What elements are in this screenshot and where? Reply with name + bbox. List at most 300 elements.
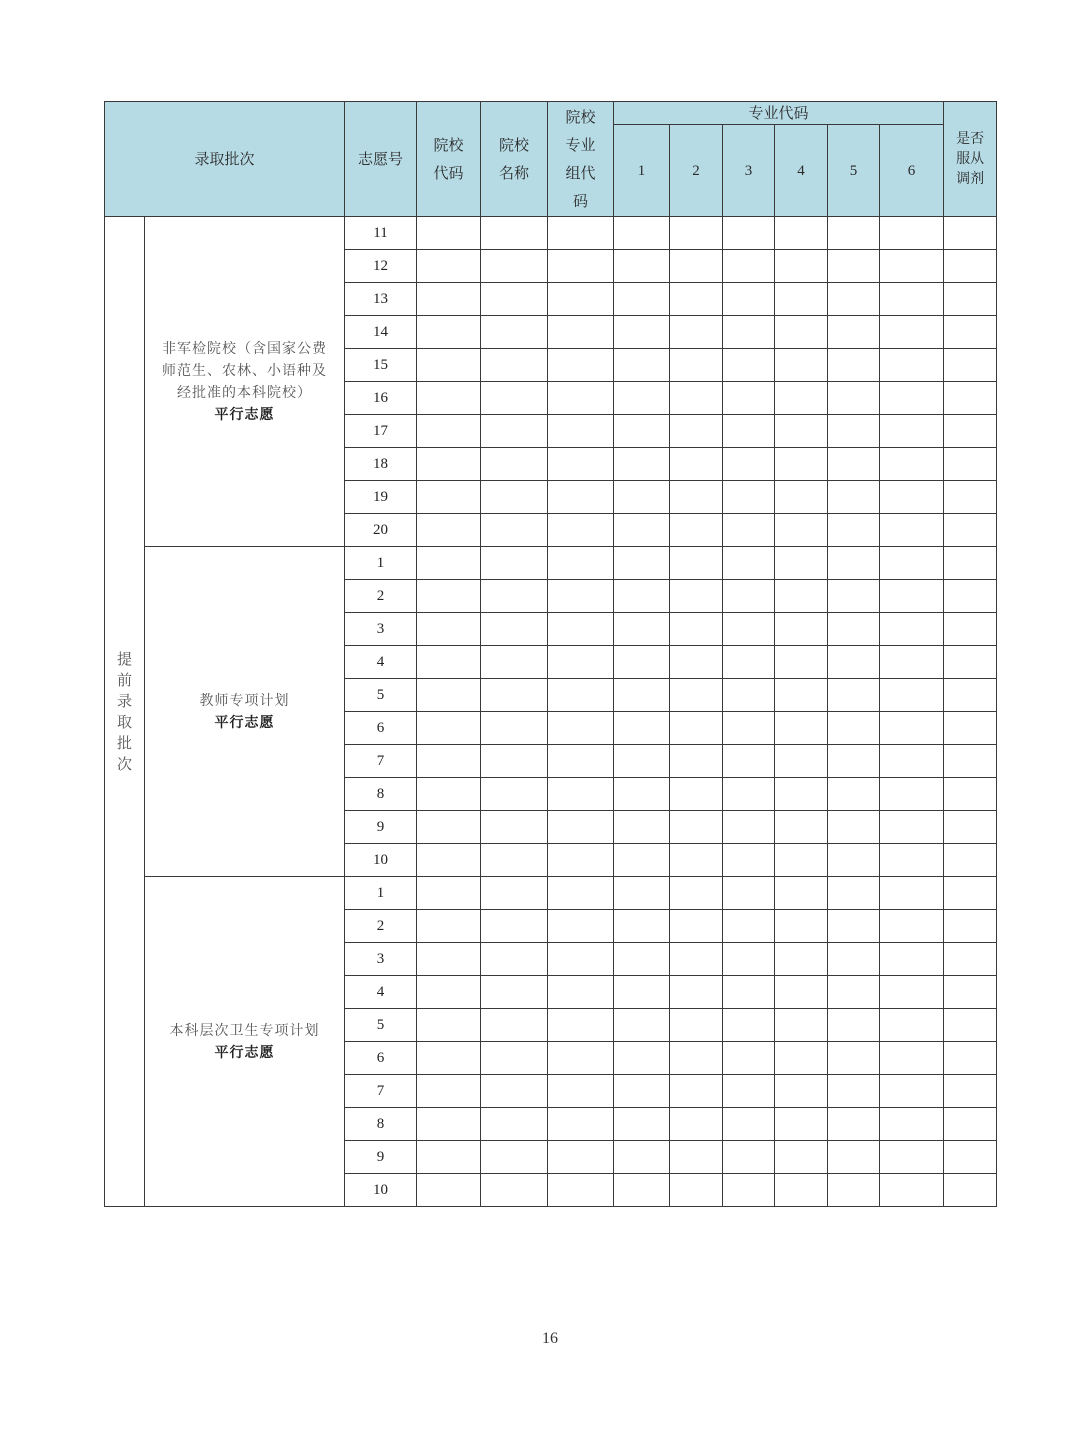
major-6-cell[interactable] (880, 778, 944, 811)
group-code-cell[interactable] (548, 910, 614, 943)
major-1-cell[interactable] (614, 250, 670, 283)
major-3-cell[interactable] (723, 580, 775, 613)
school-name-cell[interactable] (481, 448, 548, 481)
major-5-cell[interactable] (828, 217, 880, 250)
school-code-cell[interactable] (417, 1141, 481, 1174)
major-6-cell[interactable] (880, 811, 944, 844)
group-code-cell[interactable] (548, 1108, 614, 1141)
major-6-cell[interactable] (880, 1141, 944, 1174)
major-1-cell[interactable] (614, 1174, 670, 1207)
group-code-cell[interactable] (548, 1075, 614, 1108)
major-2-cell[interactable] (670, 349, 723, 382)
adjustment-cell[interactable] (944, 679, 997, 712)
major-1-cell[interactable] (614, 547, 670, 580)
adjustment-cell[interactable] (944, 448, 997, 481)
major-4-cell[interactable] (775, 217, 828, 250)
major-3-cell[interactable] (723, 844, 775, 877)
school-name-cell[interactable] (481, 514, 548, 547)
adjustment-cell[interactable] (944, 646, 997, 679)
major-6-cell[interactable] (880, 877, 944, 910)
adjustment-cell[interactable] (944, 415, 997, 448)
school-code-cell[interactable] (417, 745, 481, 778)
major-1-cell[interactable] (614, 877, 670, 910)
major-3-cell[interactable] (723, 514, 775, 547)
major-6-cell[interactable] (880, 679, 944, 712)
school-code-cell[interactable] (417, 910, 481, 943)
major-4-cell[interactable] (775, 778, 828, 811)
school-code-cell[interactable] (417, 283, 481, 316)
school-name-cell[interactable] (481, 811, 548, 844)
major-2-cell[interactable] (670, 1108, 723, 1141)
major-4-cell[interactable] (775, 1009, 828, 1042)
school-name-cell[interactable] (481, 382, 548, 415)
school-name-cell[interactable] (481, 679, 548, 712)
major-4-cell[interactable] (775, 844, 828, 877)
group-code-cell[interactable] (548, 811, 614, 844)
adjustment-cell[interactable] (944, 745, 997, 778)
major-1-cell[interactable] (614, 481, 670, 514)
major-1-cell[interactable] (614, 1042, 670, 1075)
school-name-cell[interactable] (481, 613, 548, 646)
major-5-cell[interactable] (828, 778, 880, 811)
school-name-cell[interactable] (481, 415, 548, 448)
school-code-cell[interactable] (417, 1042, 481, 1075)
group-code-cell[interactable] (548, 1042, 614, 1075)
school-code-cell[interactable] (417, 580, 481, 613)
major-6-cell[interactable] (880, 448, 944, 481)
adjustment-cell[interactable] (944, 580, 997, 613)
adjustment-cell[interactable] (944, 217, 997, 250)
major-3-cell[interactable] (723, 1009, 775, 1042)
school-code-cell[interactable] (417, 316, 481, 349)
school-code-cell[interactable] (417, 877, 481, 910)
major-3-cell[interactable] (723, 283, 775, 316)
major-2-cell[interactable] (670, 745, 723, 778)
major-2-cell[interactable] (670, 250, 723, 283)
major-5-cell[interactable] (828, 580, 880, 613)
group-code-cell[interactable] (548, 976, 614, 1009)
major-2-cell[interactable] (670, 382, 723, 415)
major-2-cell[interactable] (670, 580, 723, 613)
school-code-cell[interactable] (417, 712, 481, 745)
major-2-cell[interactable] (670, 844, 723, 877)
major-6-cell[interactable] (880, 382, 944, 415)
major-6-cell[interactable] (880, 250, 944, 283)
major-6-cell[interactable] (880, 349, 944, 382)
school-name-cell[interactable] (481, 976, 548, 1009)
major-4-cell[interactable] (775, 976, 828, 1009)
major-2-cell[interactable] (670, 547, 723, 580)
group-code-cell[interactable] (548, 250, 614, 283)
major-3-cell[interactable] (723, 1042, 775, 1075)
major-5-cell[interactable] (828, 745, 880, 778)
major-3-cell[interactable] (723, 316, 775, 349)
major-6-cell[interactable] (880, 217, 944, 250)
major-5-cell[interactable] (828, 316, 880, 349)
major-2-cell[interactable] (670, 712, 723, 745)
major-2-cell[interactable] (670, 1174, 723, 1207)
adjustment-cell[interactable] (944, 877, 997, 910)
group-code-cell[interactable] (548, 316, 614, 349)
major-1-cell[interactable] (614, 976, 670, 1009)
major-5-cell[interactable] (828, 1141, 880, 1174)
major-5-cell[interactable] (828, 844, 880, 877)
adjustment-cell[interactable] (944, 844, 997, 877)
major-4-cell[interactable] (775, 646, 828, 679)
major-3-cell[interactable] (723, 679, 775, 712)
adjustment-cell[interactable] (944, 349, 997, 382)
school-name-cell[interactable] (481, 349, 548, 382)
major-5-cell[interactable] (828, 943, 880, 976)
group-code-cell[interactable] (548, 481, 614, 514)
school-code-cell[interactable] (417, 646, 481, 679)
major-3-cell[interactable] (723, 778, 775, 811)
major-1-cell[interactable] (614, 943, 670, 976)
major-2-cell[interactable] (670, 1009, 723, 1042)
major-6-cell[interactable] (880, 1075, 944, 1108)
school-code-cell[interactable] (417, 514, 481, 547)
major-5-cell[interactable] (828, 448, 880, 481)
school-name-cell[interactable] (481, 844, 548, 877)
major-2-cell[interactable] (670, 646, 723, 679)
major-6-cell[interactable] (880, 613, 944, 646)
group-code-cell[interactable] (548, 1009, 614, 1042)
major-6-cell[interactable] (880, 415, 944, 448)
major-3-cell[interactable] (723, 745, 775, 778)
major-1-cell[interactable] (614, 514, 670, 547)
major-4-cell[interactable] (775, 745, 828, 778)
major-6-cell[interactable] (880, 1174, 944, 1207)
major-1-cell[interactable] (614, 580, 670, 613)
school-name-cell[interactable] (481, 1174, 548, 1207)
major-5-cell[interactable] (828, 250, 880, 283)
major-6-cell[interactable] (880, 481, 944, 514)
major-3-cell[interactable] (723, 382, 775, 415)
major-5-cell[interactable] (828, 481, 880, 514)
school-code-cell[interactable] (417, 811, 481, 844)
group-code-cell[interactable] (548, 448, 614, 481)
major-5-cell[interactable] (828, 1042, 880, 1075)
major-5-cell[interactable] (828, 1108, 880, 1141)
major-3-cell[interactable] (723, 1174, 775, 1207)
major-6-cell[interactable] (880, 580, 944, 613)
school-name-cell[interactable] (481, 745, 548, 778)
adjustment-cell[interactable] (944, 1009, 997, 1042)
major-4-cell[interactable] (775, 1042, 828, 1075)
major-2-cell[interactable] (670, 481, 723, 514)
school-name-cell[interactable] (481, 778, 548, 811)
major-4-cell[interactable] (775, 448, 828, 481)
major-2-cell[interactable] (670, 283, 723, 316)
major-1-cell[interactable] (614, 448, 670, 481)
major-5-cell[interactable] (828, 910, 880, 943)
major-5-cell[interactable] (828, 1075, 880, 1108)
group-code-cell[interactable] (548, 217, 614, 250)
adjustment-cell[interactable] (944, 1042, 997, 1075)
major-1-cell[interactable] (614, 745, 670, 778)
group-code-cell[interactable] (548, 382, 614, 415)
adjustment-cell[interactable] (944, 382, 997, 415)
adjustment-cell[interactable] (944, 712, 997, 745)
group-code-cell[interactable] (548, 943, 614, 976)
major-2-cell[interactable] (670, 778, 723, 811)
major-4-cell[interactable] (775, 613, 828, 646)
adjustment-cell[interactable] (944, 316, 997, 349)
adjustment-cell[interactable] (944, 250, 997, 283)
major-5-cell[interactable] (828, 382, 880, 415)
major-4-cell[interactable] (775, 679, 828, 712)
group-code-cell[interactable] (548, 283, 614, 316)
school-name-cell[interactable] (481, 1042, 548, 1075)
major-3-cell[interactable] (723, 349, 775, 382)
school-name-cell[interactable] (481, 580, 548, 613)
school-code-cell[interactable] (417, 481, 481, 514)
major-1-cell[interactable] (614, 1075, 670, 1108)
school-code-cell[interactable] (417, 778, 481, 811)
major-3-cell[interactable] (723, 811, 775, 844)
major-6-cell[interactable] (880, 910, 944, 943)
major-5-cell[interactable] (828, 712, 880, 745)
major-5-cell[interactable] (828, 811, 880, 844)
major-4-cell[interactable] (775, 547, 828, 580)
major-2-cell[interactable] (670, 1075, 723, 1108)
major-5-cell[interactable] (828, 877, 880, 910)
adjustment-cell[interactable] (944, 976, 997, 1009)
school-code-cell[interactable] (417, 976, 481, 1009)
major-6-cell[interactable] (880, 844, 944, 877)
major-1-cell[interactable] (614, 1108, 670, 1141)
major-6-cell[interactable] (880, 745, 944, 778)
major-2-cell[interactable] (670, 613, 723, 646)
major-2-cell[interactable] (670, 1141, 723, 1174)
major-5-cell[interactable] (828, 613, 880, 646)
major-3-cell[interactable] (723, 481, 775, 514)
major-1-cell[interactable] (614, 382, 670, 415)
major-5-cell[interactable] (828, 679, 880, 712)
major-3-cell[interactable] (723, 910, 775, 943)
school-name-cell[interactable] (481, 1009, 548, 1042)
major-3-cell[interactable] (723, 877, 775, 910)
major-6-cell[interactable] (880, 547, 944, 580)
major-4-cell[interactable] (775, 910, 828, 943)
adjustment-cell[interactable] (944, 1108, 997, 1141)
school-name-cell[interactable] (481, 283, 548, 316)
school-code-cell[interactable] (417, 943, 481, 976)
major-4-cell[interactable] (775, 712, 828, 745)
group-code-cell[interactable] (548, 712, 614, 745)
group-code-cell[interactable] (548, 844, 614, 877)
major-6-cell[interactable] (880, 976, 944, 1009)
group-code-cell[interactable] (548, 514, 614, 547)
major-5-cell[interactable] (828, 1009, 880, 1042)
school-name-cell[interactable] (481, 1108, 548, 1141)
major-4-cell[interactable] (775, 1174, 828, 1207)
major-6-cell[interactable] (880, 514, 944, 547)
major-4-cell[interactable] (775, 1108, 828, 1141)
school-name-cell[interactable] (481, 1075, 548, 1108)
major-4-cell[interactable] (775, 283, 828, 316)
major-5-cell[interactable] (828, 1174, 880, 1207)
school-name-cell[interactable] (481, 877, 548, 910)
group-code-cell[interactable] (548, 1174, 614, 1207)
major-4-cell[interactable] (775, 349, 828, 382)
school-code-cell[interactable] (417, 1174, 481, 1207)
major-5-cell[interactable] (828, 646, 880, 679)
major-4-cell[interactable] (775, 415, 828, 448)
adjustment-cell[interactable] (944, 943, 997, 976)
school-name-cell[interactable] (481, 646, 548, 679)
major-3-cell[interactable] (723, 1108, 775, 1141)
major-3-cell[interactable] (723, 943, 775, 976)
major-1-cell[interactable] (614, 1009, 670, 1042)
group-code-cell[interactable] (548, 877, 614, 910)
major-1-cell[interactable] (614, 349, 670, 382)
major-1-cell[interactable] (614, 844, 670, 877)
major-1-cell[interactable] (614, 1141, 670, 1174)
adjustment-cell[interactable] (944, 778, 997, 811)
school-name-cell[interactable] (481, 217, 548, 250)
major-4-cell[interactable] (775, 943, 828, 976)
group-code-cell[interactable] (548, 349, 614, 382)
major-3-cell[interactable] (723, 613, 775, 646)
school-code-cell[interactable] (417, 547, 481, 580)
major-2-cell[interactable] (670, 316, 723, 349)
major-2-cell[interactable] (670, 943, 723, 976)
major-3-cell[interactable] (723, 712, 775, 745)
adjustment-cell[interactable] (944, 613, 997, 646)
major-3-cell[interactable] (723, 976, 775, 1009)
major-5-cell[interactable] (828, 514, 880, 547)
major-1-cell[interactable] (614, 646, 670, 679)
major-2-cell[interactable] (670, 976, 723, 1009)
major-5-cell[interactable] (828, 415, 880, 448)
major-4-cell[interactable] (775, 580, 828, 613)
major-2-cell[interactable] (670, 415, 723, 448)
major-2-cell[interactable] (670, 448, 723, 481)
major-3-cell[interactable] (723, 1141, 775, 1174)
group-code-cell[interactable] (548, 745, 614, 778)
major-3-cell[interactable] (723, 217, 775, 250)
major-3-cell[interactable] (723, 250, 775, 283)
major-2-cell[interactable] (670, 514, 723, 547)
adjustment-cell[interactable] (944, 1075, 997, 1108)
major-2-cell[interactable] (670, 1042, 723, 1075)
major-2-cell[interactable] (670, 811, 723, 844)
school-code-cell[interactable] (417, 844, 481, 877)
school-code-cell[interactable] (417, 349, 481, 382)
adjustment-cell[interactable] (944, 514, 997, 547)
major-4-cell[interactable] (775, 1141, 828, 1174)
school-name-cell[interactable] (481, 316, 548, 349)
major-4-cell[interactable] (775, 316, 828, 349)
major-6-cell[interactable] (880, 943, 944, 976)
adjustment-cell[interactable] (944, 811, 997, 844)
group-code-cell[interactable] (548, 613, 614, 646)
major-6-cell[interactable] (880, 283, 944, 316)
group-code-cell[interactable] (548, 415, 614, 448)
adjustment-cell[interactable] (944, 1141, 997, 1174)
adjustment-cell[interactable] (944, 283, 997, 316)
school-code-cell[interactable] (417, 250, 481, 283)
major-3-cell[interactable] (723, 415, 775, 448)
major-2-cell[interactable] (670, 217, 723, 250)
school-code-cell[interactable] (417, 382, 481, 415)
major-4-cell[interactable] (775, 1075, 828, 1108)
school-name-cell[interactable] (481, 481, 548, 514)
major-1-cell[interactable] (614, 679, 670, 712)
school-code-cell[interactable] (417, 217, 481, 250)
major-5-cell[interactable] (828, 976, 880, 1009)
major-1-cell[interactable] (614, 778, 670, 811)
school-name-cell[interactable] (481, 712, 548, 745)
adjustment-cell[interactable] (944, 1174, 997, 1207)
major-3-cell[interactable] (723, 646, 775, 679)
major-6-cell[interactable] (880, 1108, 944, 1141)
major-6-cell[interactable] (880, 1042, 944, 1075)
school-name-cell[interactable] (481, 910, 548, 943)
major-5-cell[interactable] (828, 349, 880, 382)
major-4-cell[interactable] (775, 811, 828, 844)
school-name-cell[interactable] (481, 250, 548, 283)
major-1-cell[interactable] (614, 910, 670, 943)
school-code-cell[interactable] (417, 1009, 481, 1042)
major-1-cell[interactable] (614, 613, 670, 646)
school-code-cell[interactable] (417, 1108, 481, 1141)
major-1-cell[interactable] (614, 811, 670, 844)
major-5-cell[interactable] (828, 283, 880, 316)
major-4-cell[interactable] (775, 250, 828, 283)
adjustment-cell[interactable] (944, 547, 997, 580)
major-4-cell[interactable] (775, 382, 828, 415)
adjustment-cell[interactable] (944, 481, 997, 514)
major-2-cell[interactable] (670, 910, 723, 943)
major-2-cell[interactable] (670, 679, 723, 712)
major-1-cell[interactable] (614, 415, 670, 448)
adjustment-cell[interactable] (944, 910, 997, 943)
group-code-cell[interactable] (548, 679, 614, 712)
major-1-cell[interactable] (614, 712, 670, 745)
major-1-cell[interactable] (614, 283, 670, 316)
group-code-cell[interactable] (548, 580, 614, 613)
school-name-cell[interactable] (481, 943, 548, 976)
major-4-cell[interactable] (775, 877, 828, 910)
major-3-cell[interactable] (723, 1075, 775, 1108)
major-2-cell[interactable] (670, 877, 723, 910)
group-code-cell[interactable] (548, 547, 614, 580)
school-code-cell[interactable] (417, 448, 481, 481)
school-code-cell[interactable] (417, 415, 481, 448)
major-6-cell[interactable] (880, 712, 944, 745)
major-6-cell[interactable] (880, 646, 944, 679)
major-6-cell[interactable] (880, 1009, 944, 1042)
major-4-cell[interactable] (775, 481, 828, 514)
group-code-cell[interactable] (548, 646, 614, 679)
major-4-cell[interactable] (775, 514, 828, 547)
school-name-cell[interactable] (481, 1141, 548, 1174)
group-code-cell[interactable] (548, 778, 614, 811)
school-name-cell[interactable] (481, 547, 548, 580)
major-1-cell[interactable] (614, 217, 670, 250)
school-code-cell[interactable] (417, 613, 481, 646)
major-3-cell[interactable] (723, 547, 775, 580)
school-code-cell[interactable] (417, 679, 481, 712)
school-code-cell[interactable] (417, 1075, 481, 1108)
major-3-cell[interactable] (723, 448, 775, 481)
major-6-cell[interactable] (880, 316, 944, 349)
major-1-cell[interactable] (614, 316, 670, 349)
major-5-cell[interactable] (828, 547, 880, 580)
group-code-cell[interactable] (548, 1141, 614, 1174)
